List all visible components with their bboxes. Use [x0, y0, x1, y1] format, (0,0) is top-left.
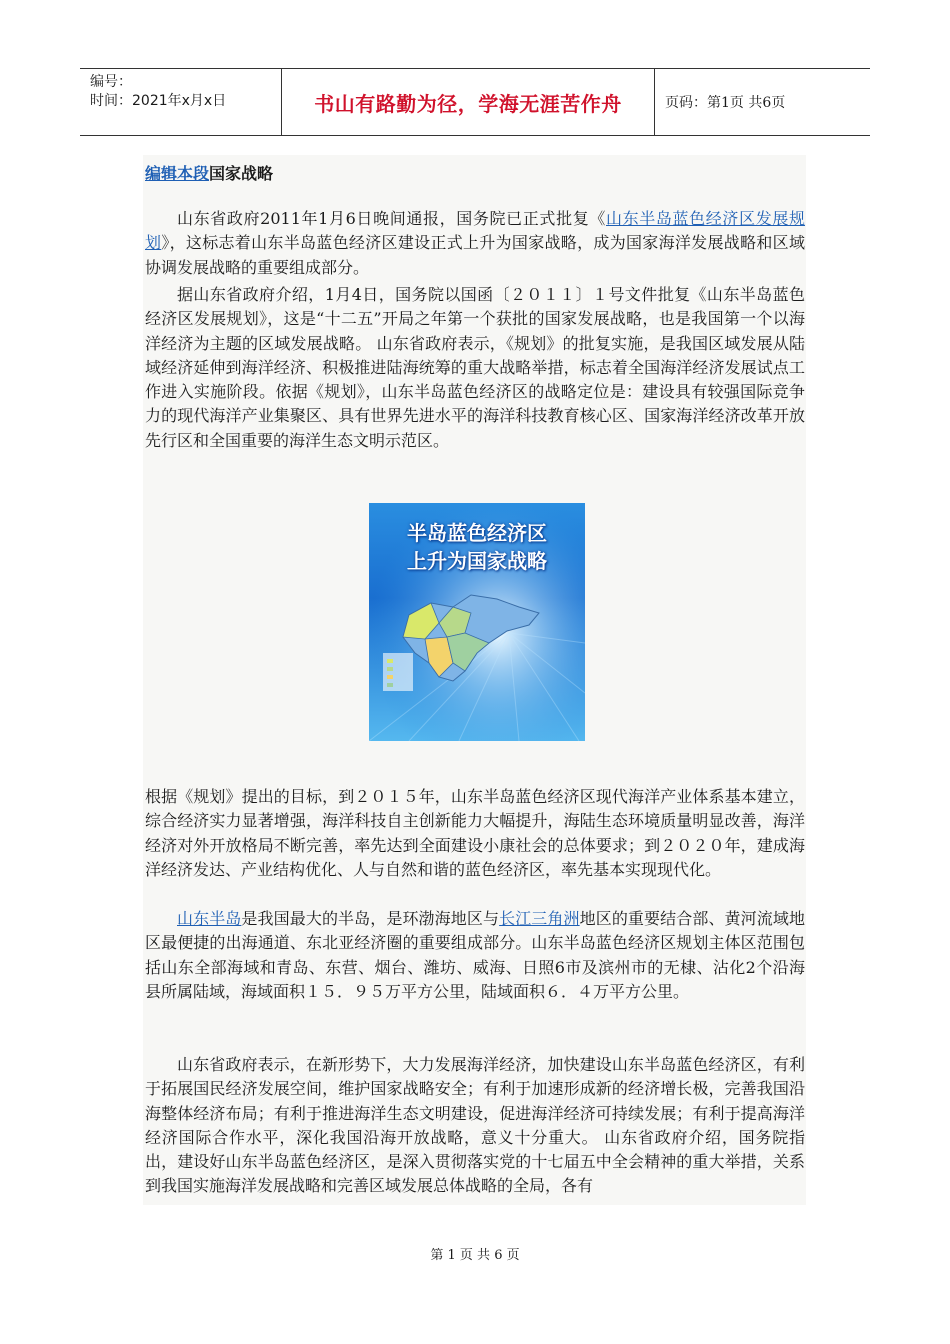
paragraph-1: [145, 207, 805, 280]
paragraph-3: 根据《规划》提出的目标，到２０１５年，山东半岛蓝色经济区现代海洋产业体系基本建立，综合经济实力显著增强，海洋科技自主创新能力大幅提升，海陆生态环境质量明显改善，海洋经济对外开放格局不断完善，率先达到全面建设小康社会的总体要求；到２０２０年，建成海洋经济发达、产业结构优化、人与自然和谐的蓝色经济区，率先基本实现现代化。: [145, 787, 805, 879]
poster-title-line-2: 上升为国家战略: [407, 549, 547, 573]
paragraph-2: 据山东省政府介绍，1月4日，国务院以国函〔２０１１〕１号文件批复《山东半岛蓝色经济区发展规划》，这是“十二五”开局之年第一个获批的国家发展战略，也是我国第一个以海洋经济为主题的区域发展战略。 山东省政府表示，《规划》的批复实施，是我国区域发展从陆域经济延伸到海洋经济、积极推进陆海统筹的重大战略举措，标志着全国海洋经济发展试点工作进入实施阶段。依据《规划》，山东半岛蓝色经济区的战略定位是：建设具有较强国际竞争力的现代海洋产业集聚区、具有世界先进水平的海洋科技教育核心区、国家海洋经济改革开放先行区和全国重要的海洋生态文明示范区。: [145, 285, 805, 450]
time-label: 时间：2021年x月x日: [90, 93, 227, 109]
strategy-poster-image: [369, 503, 585, 741]
yangtze-delta-link[interactable]: 长江三角洲: [499, 909, 580, 928]
page-footer: 第 1 页 共 6 页: [430, 1248, 520, 1263]
paragraph-1-text-b: 》，这标志着山东半岛蓝色经济区建设正式上升为国家战略，成为国家海洋发展战略和区域协调发展战略的重要组成部分。: [145, 233, 805, 277]
header-table: [80, 68, 870, 136]
header-meta-cell: [80, 69, 282, 135]
section-title: 国家战略: [209, 164, 274, 183]
paragraph-4-text-a: 是我国最大的半岛，是环渤海地区与: [241, 909, 500, 928]
edit-section-link[interactable]: 编辑本段: [145, 164, 210, 183]
header-motto: 书山有路勤为径，学海无涯苦作舟: [282, 69, 655, 135]
document-body: [143, 155, 806, 1205]
paragraph-4-text-b: 地区的重要结合部、黄河流域地区最便捷的出海通道、东北亚经济圈的重要组成部分。山东半岛蓝色经济区规划主体区范围包括山东全部海域和青岛、东营、烟台、潍坊、威海、日照6市及滨州市的无棣、沾化2个沿海县所属陆域，海域面积１５．９５万平方公里，陆域面积６．４万平方公里。: [145, 909, 805, 1001]
number-label: 编号：: [90, 74, 132, 90]
poster-title-line-1: 半岛蓝色经济区: [407, 521, 547, 545]
section-heading: [145, 161, 273, 184]
header-page-info: 页码：第1页 共6页: [665, 95, 786, 111]
paragraph-4: [145, 907, 805, 1004]
plan-link[interactable]: 山东半岛蓝色经济区发展规划: [145, 209, 805, 253]
paragraph-1-text-a: 山东省政府2011年1月6日晚间通报，国务院已正式批复《: [177, 209, 606, 228]
shandong-peninsula-link[interactable]: 山东半岛: [177, 909, 242, 928]
paragraph-5: 山东省政府表示，在新形势下，大力发展海洋经济，加快建设山东半岛蓝色经济区，有利于拓展国民经济发展空间，维护国家战略安全；有利于加速形成新的经济增长极，完善我国沿海整体经济布局；有利于推进海洋生态文明建设，促进海洋经济可持续发展；有利于提高海洋经济国际合作水平，深化我国沿海开放战略，意义十分重大。 山东省政府介绍，国务院指出，建设好山东半岛蓝色经济区，是深入贯彻落实党的十七届五中全会精神的重大举措，关系到我国实施海洋发展战略和完善区域发展总体战略的全局，各有: [145, 1055, 805, 1196]
